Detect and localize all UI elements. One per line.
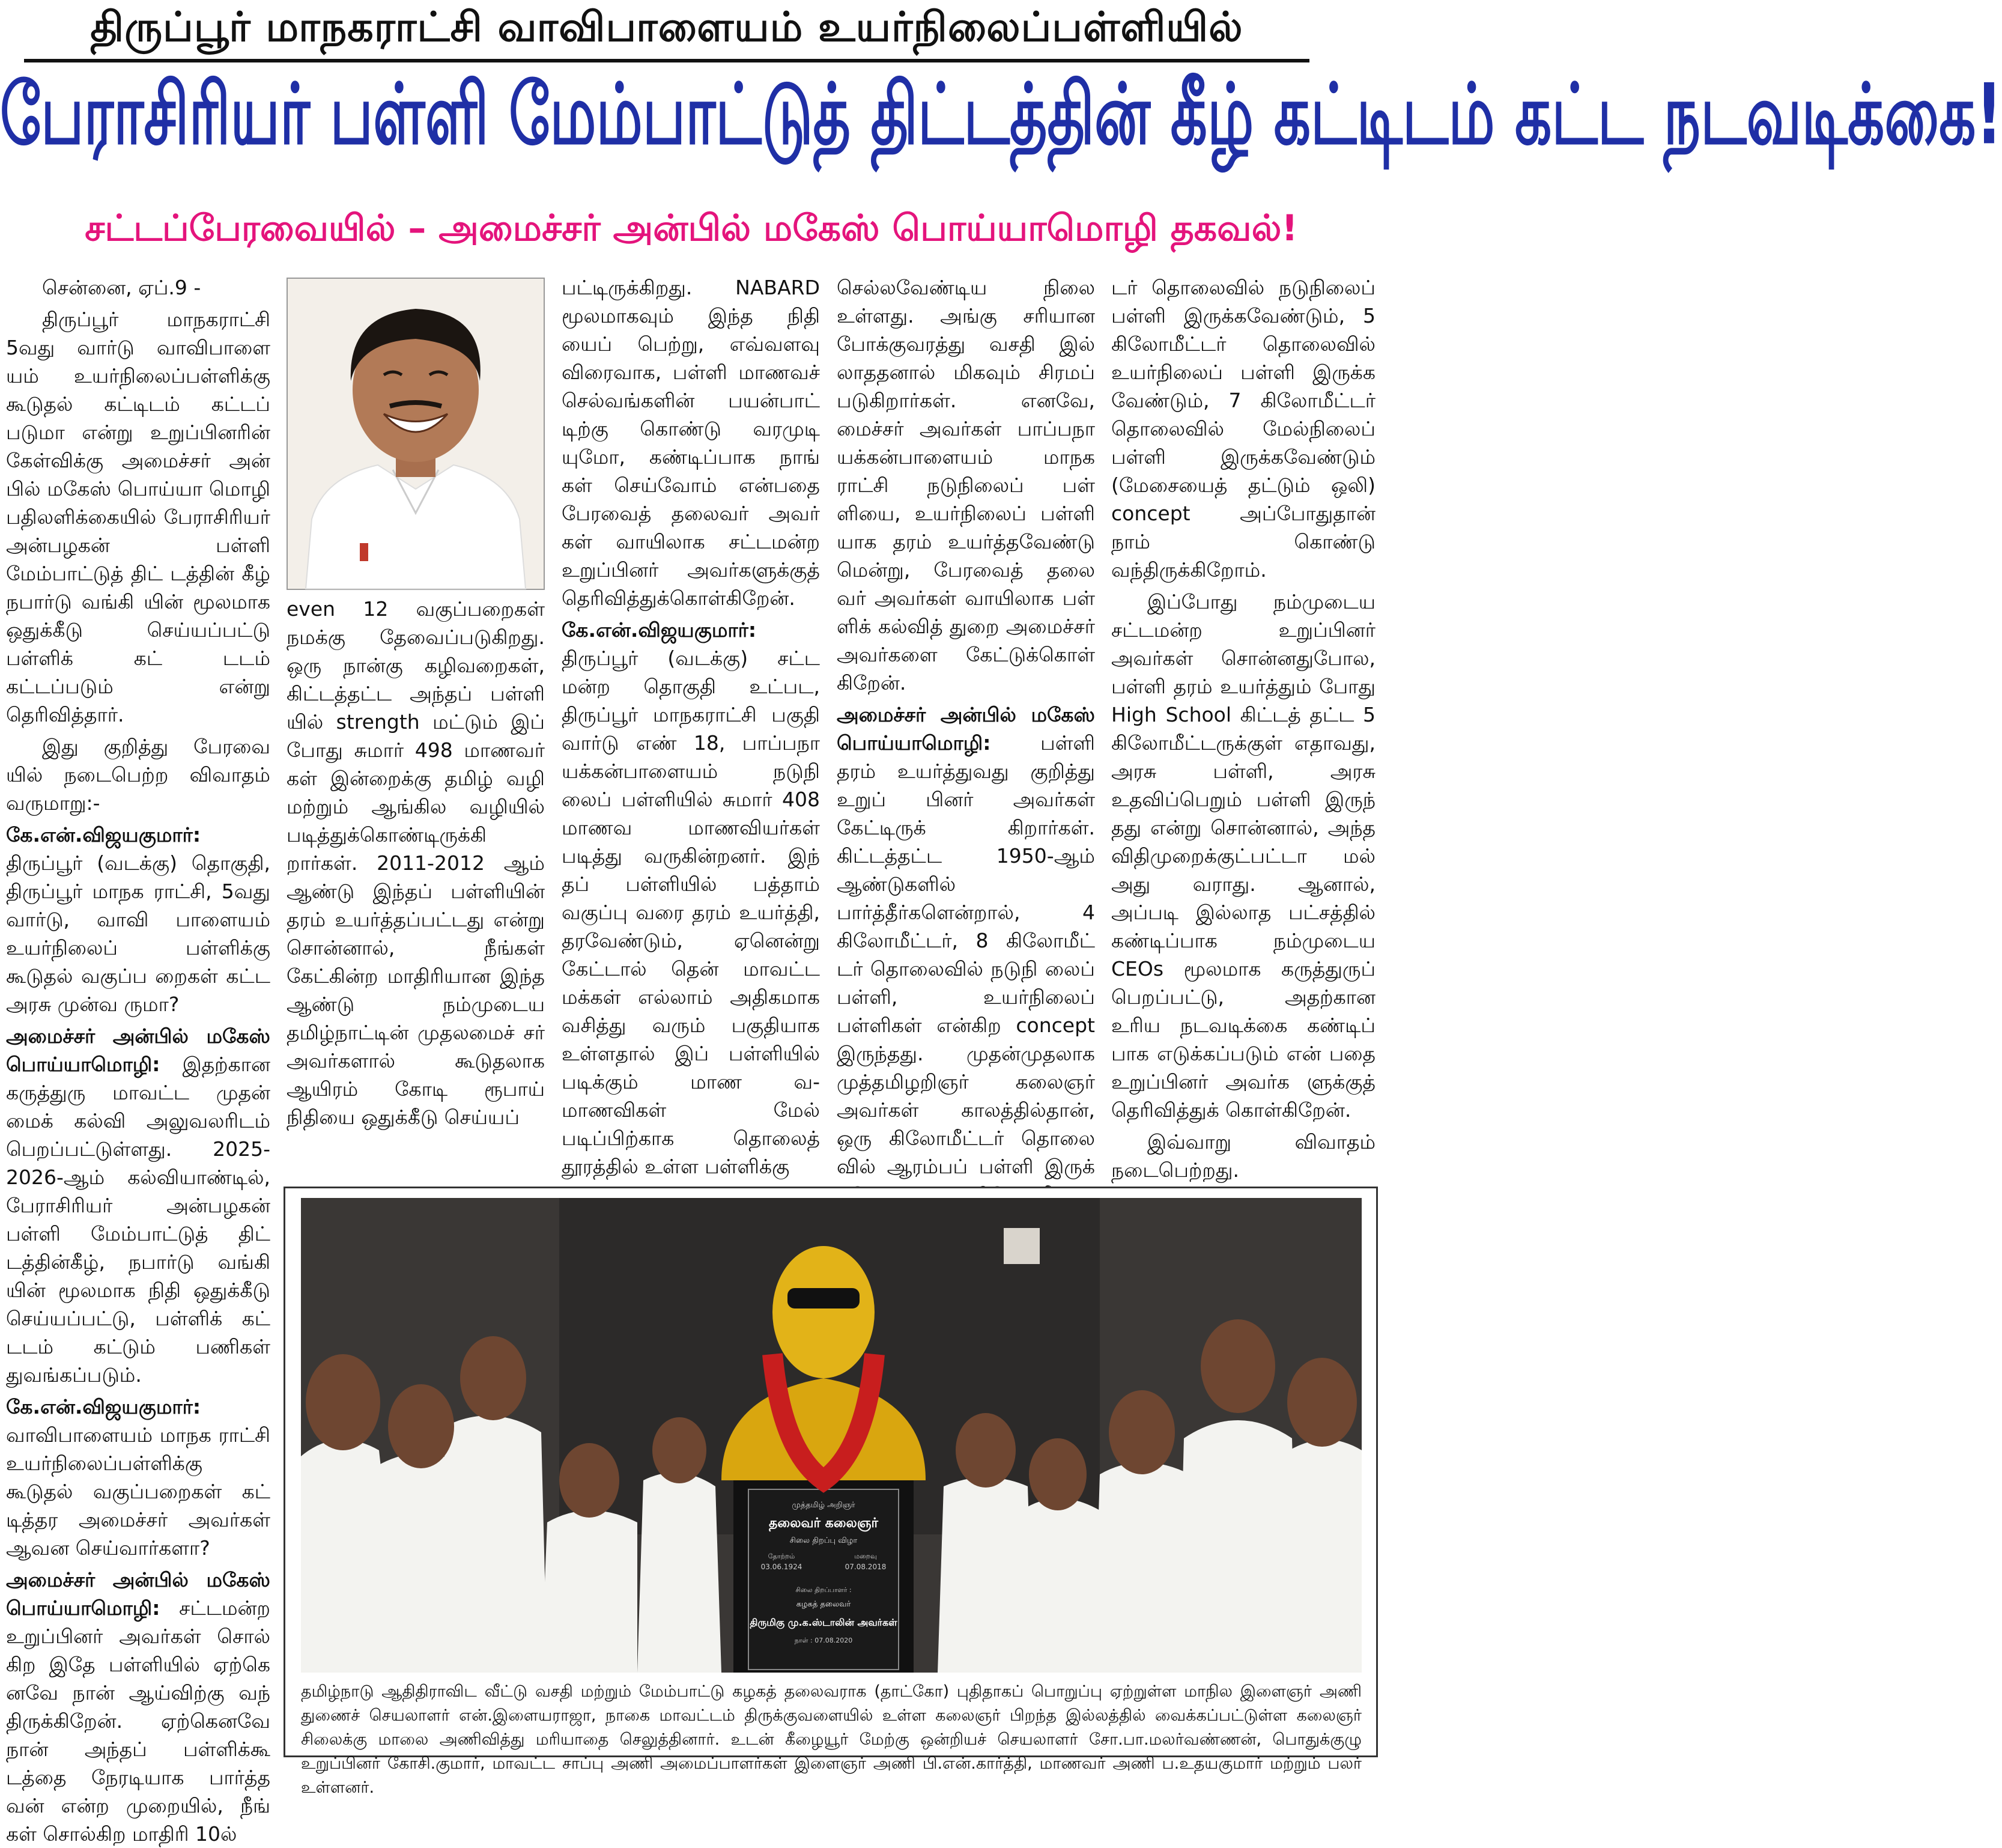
minister-portrait <box>287 278 545 590</box>
plaque-line-1: முத்தமிழ் அறிஞர் <box>792 1501 855 1510</box>
speech-text: வாவிபாளையம் மாநக ராட்சி உயர்நிலைப்பள்ளிக்கு கூடுதல் வகுப்பறைகள் கட் டித்தர அமைச்சர் அவர்கள் ஆவன செய்வார்களா? <box>6 1423 270 1560</box>
speech-text: சட்டமன்ற உறுப்பினர் அவர்கள் சொல் கிற இதே பள்ளியில் ஏற்கெ னவே நான் ஆய்விற்கு வந் திருக்கிறேன். ஏற்கெனவே நான் அந்தப் பள்ளிக்கூ டத்தை நேரடியாக பார்த்த வன் என்ற முறையில், நீங் கள் சொல்கிற மாதிரி 10ல் <box>6 1596 270 1846</box>
speaker-block <box>6 1566 270 1848</box>
plaque-line-3: சிலை திறப்பு விழா <box>789 1536 858 1545</box>
article-column-3 <box>562 273 820 1181</box>
speaker-name: அமைச்சர் அன்பில் மகேஸ் பொய்யாமொழி: <box>6 1568 270 1620</box>
speaker-name: கே.என்.விஜயகுமார்: <box>562 618 757 642</box>
speaker-name: கே.என்.விஜயகுமார்: <box>6 1395 201 1418</box>
paragraph: டர் தொலைவில் நடுநிலைப் பள்ளி இருக்கவேண்டும், 5 கிலோமீட்டர் தொலைவில் உயர்நிலைப் பள்ளி இருக்க வேண்டும், 7 கிலோமீட்டர் தொலைவில் மேல்நிலைப் பள்ளி இருக்கவேண்டும் (மேசையைத் தட்டும் ஒலி) concept அப்போதுதான் நாம் கொண்டு வந்திருக்கிறோம். <box>1111 276 1376 582</box>
plaque-line-6: திருமிகு மு.க.ஸ்டாலின் அவர்கள் <box>750 1617 897 1628</box>
subheadline: சட்டப்பேரவையில் – அமைச்சர் அன்பில் மகேஸ் பொய்யாமொழி தகவல்! <box>85 207 1298 249</box>
statue-event-photo <box>301 1198 1362 1673</box>
speaker-name: அமைச்சர் அன்பில் மகேஸ் பொய்யாமொழி: <box>6 1024 270 1076</box>
plaque-line-4: சிலை திறப்பாளர் : <box>795 1586 852 1594</box>
paragraph: செல்லவேண்டிய நிலை உள்ளது. அங்கு சரியான போக்குவரத்து வசதி இல் லாததனால் மிகவும் சிரமப் படுகிறார்கள். எனவே, மைச்சர் அவர்கள் பாப்பநா யக்கன்பாளையம் மாநக ராட்சி நடுநிலைப் பள் ளியை, உயர்நிலைப் பள்ளி யாக தரம் உயர்த்தவேண்டு மென்று, பேரவைத் தலை வர் அவர்கள் வாயிலாக பள் ளிக் கல்வித் துறை அமைச்சர் அவர்களை கேட்டுக்கொள் கிறேன். <box>837 276 1095 695</box>
paragraph: பட்டிருக்கிறது. NABARD மூலமாகவும் இந்த நிதி யைப் பெற்று, எவ்வளவு விரைவாக, பள்ளி மாணவச் செல்வங்களின் பயன்பாட் டிற்கு கொண்டு வரமுடி யுமோ, கண்டிப்பாக நாங் கள் செய்வோம் என்பதை பேரவைத் தலைவர் அவர் கள் வாயிலாக சட்டமன்ற உறுப்பினர் அவர்களுக்குத் தெரிவித்துக்கொள்கிறேன். <box>562 276 820 610</box>
paragraph: இவ்வாறு விவாதம் நடைபெற்றது. <box>1111 1130 1376 1182</box>
article-column-2 <box>287 595 545 1184</box>
speaker-block <box>6 1022 270 1389</box>
plaque-line-2: தலைவர் கலைஞர் <box>769 1516 878 1531</box>
paragraph: இது குறித்து பேரவை யில் நடைபெற்ற விவாதம் வருமாறு:- <box>6 735 270 815</box>
speech-text: பள்ளி தரம் உயர்த்துவது குறித்து உறுப் பினர் அவர்கள் கேட்டிருக் கிறார்கள். கிட்டத்தட்ட 1950-ஆம் ஆண்டுகளில் பார்த்தீர்களென்றால், 4 கிலோமீட்டர், 8 கிலோமீட் டர் தொலைவில் நடுநி லைப் பள்ளி, உயர்நிலைப் பள்ளிகள் என்கிற concept இருந்தது. முதன்முதலாக முத்தமிழறிஞர் கலைஞர் அவர்கள் காலத்தில்தான், ஒரு கிலோமீட்டர் தொலை வில் ஆரம்பப் பள்ளி இருக் <box>837 731 1095 1178</box>
speaker-name: கே.என்.விஜயகுமார்: <box>6 823 201 846</box>
speaker-name: அமைச்சர் அன்பில் மகேஸ் பொய்யாமொழி: <box>837 703 1095 755</box>
paragraph: even 12 வகுப்பறைகள் நமக்கு தேவைப்படுகிறது. ஒரு நான்கு கழிவறைகள், கிட்டத்தட்ட அந்தப் பள்ளி யில் strength மட்டும் இப் போது சுமார் 498 மாணவர் கள் இன்றைக்கு தமிழ் வழி மற்றும் ஆங்கில வழியில் படித்துக்கொண்டிருக்கி றார்கள். 2011-2012 ஆம் ஆண்டு இந்தப் பள்ளியின் தரம் உயர்த்தப்பட்டது என்று சொன்னால், நீங்கள் கேட்கின்ற மாதிரியான இந்த ஆண்டு நம்முடைய தமிழ்நாட்டின் முதலமைச் சர் அவர்களால் கூடுதலாக ஆயிரம் கோடி ரூபாய் நிதியை ஒதுக்கீடு செய்யப் <box>287 597 545 1129</box>
speech-text: திருப்பூர் (வடக்கு) தொகுதி, திருப்பூர் மாநக ராட்சி, 5வது வார்டு, வாவி பாளையம் உயர்நிலைப் பள்ளிக்கு கூடுதல் வகுப்ப றைகள் கட்ட அரசு முன்வ ருமா? <box>6 851 270 1016</box>
main-headline: பேராசிரியர் பள்ளி மேம்பாட்டுத் திட்டத்தின் கீழ் கட்டிடம் கட்ட நடவடிக்கை! <box>0 65 2002 163</box>
speech-text: இதற்கான கருத்துரு மாவட்ட முதன் மைக் கல்வி அலுவலரிடம் பெறப்பட்டுள்ளது. 2025-2026-ஆம் கல்வியாண்டில், பேராசிரியர் அன்பழகன் பள்ளி மேம்பாட்டுத் திட் டத்தின்கீழ், நபார்டு வங்கி யின் மூலமாக நிதி ஒதுக்கீடு செய்யப்பட்டு, பள்ளிக் கட் டடம் கட்டும் பணிகள் துவங்கப்படும். <box>6 1053 270 1387</box>
speaker-block <box>562 616 820 1181</box>
article-column-4 <box>837 273 1095 1181</box>
portrait-image <box>288 279 544 589</box>
paragraph: திருப்பூர் மாநகராட்சி 5வது வார்டு வாவிபாளை யம் உயர்நிலைப்பள்ளிக்கு கூடுதல் கட்டிடம் கட்டப் படுமா என்று உறுப்பினரின் கேள்விக்கு அமைச்சர் அன் பில் மகேஸ் பொய்யா மொழி பதிலளிக்கையில் பேராசிரியர் அன்பழகன் பள்ளி மேம்பாட்டுத் திட் டத்தின் கீழ் நபார்டு வங்கி யின் மூலமாக ஒதுக்கீடு செய்யப்பட்டு பள்ளிக் கட் டடம் கட்டப்படும் என்று தெரிவித்தார். <box>6 308 270 726</box>
paragraph: இப்போது நம்முடைய சட்டமன்ற உறுப்பினர் அவர்கள் சொன்னதுபோல, பள்ளி தரம் உயர்த்தும் போது High School கிட்டத் தட்ட 5 கிலோமீட்டருக்குள் எதாவது, அரசு பள்ளி, அரசு உதவிப்பெறும் பள்ளி இருந் தது என்று சொன்னால், அந்த விதிமுறைக்குட்பட்டா மல் அது வராது. ஆனால், அப்படி இல்லாத பட்சத்தில் கண்டிப்பாக நம்முடைய CEOs மூலமாக கருத்துருப் பெறப்பட்டு, அதற்கான உரிய நடவடிக்கை கண்டிப் பாக எடுக்கப்படும் என் பதை உறுப்பினர் அவர்க ளுக்குத் தெரிவித்துக் கொள்கிறேன். <box>1111 590 1376 1122</box>
plaque-line-5: கழகத் தலைவர் <box>796 1600 851 1609</box>
article-column-5 <box>1111 273 1376 1181</box>
plaque-right-date: 07.08.2018 <box>845 1563 887 1571</box>
speaker-block <box>6 1393 270 1562</box>
kicker-headline: திருப்பூர் மாநகராட்சி வாவிபாளையம் உயர்நிலைப்பள்ளியில் <box>90 4 1243 51</box>
article-column-1 <box>6 273 270 1846</box>
dateline: சென்னை, ஏப்.9 - <box>42 276 201 299</box>
speaker-block <box>837 701 1095 1209</box>
speaker-block <box>6 821 270 1018</box>
news-photo <box>301 1198 1362 1673</box>
plaque-left-date: 03.06.1924 <box>760 1563 802 1571</box>
plaque-line-7: நாள் : 07.08.2020 <box>794 1637 853 1644</box>
speech-text: திருப்பூர் (வடக்கு) சட்ட மன்ற தொகுதி உட்பட, திருப்பூர் மாநகராட்சி பகுதி வார்டு எண் 18, பாப்பநா யக்கன்பாளையம் நடுநி லைப் பள்ளியில் சுமார் 408 மாணவ மாணவியர்கள் படித்து வருகின்றனர். இந் தப் பள்ளியில் பத்தாம் வகுப்பு வரை தரம் உயர்த்தி, தரவேண்டும், ஏனென்று கேட்டால் தென் மாவட்ட மக்கள் எல்லாம் அதிகமாக வசித்து வரும் பகுதியாக உள்ளதால் இப் பள்ளியில் படிக்கும் மாண வ-மாணவிகள் மேல் படிப்பிற்காக தொலைத் தூரத்தில் உள்ள பள்ளிக்கு <box>562 646 820 1178</box>
kicker-underline <box>24 59 1309 62</box>
plaque-right-label: மறைவு <box>854 1552 877 1560</box>
plaque-left-label: தோற்றம் <box>768 1552 795 1560</box>
photo-caption: தமிழ்நாடு ஆதிதிராவிட வீட்டு வசதி மற்றும் மேம்பாட்டு கழகத் தலைவராக (தாட்கோ) புதிதாகப் பொறுப்பு ஏற்றுள்ள மாநில இளைஞர் அணி துணைச் செயலாளர் என்.இளையராஜா, நாகை மாவட்டம் திருக்குவளையில் உள்ள கலைஞர் பிறந்த இல்லத்தில் வைக்கப்பட்டுள்ள கலைஞர் சிலைக்கு மாலை அணிவித்து மரியாதை செலுத்தினார். உடன் கீழையூர் மேற்கு ஒன்றியச் செயலாளர் சோ.பா.மலர்வண்ணன், பொதுக்குழு உறுப்பினர் கோசி.குமார், மாவட்ட சாப்பு அணி அமைப்பாளர்கள் இளைஞர் அணி பி.என்.கார்த்தி, மாணவர் அணி ப.உதயகுமார் மற்றும் பலர் உள்ளனர். <box>301 1682 1362 1797</box>
photo-box <box>284 1187 1378 1797</box>
